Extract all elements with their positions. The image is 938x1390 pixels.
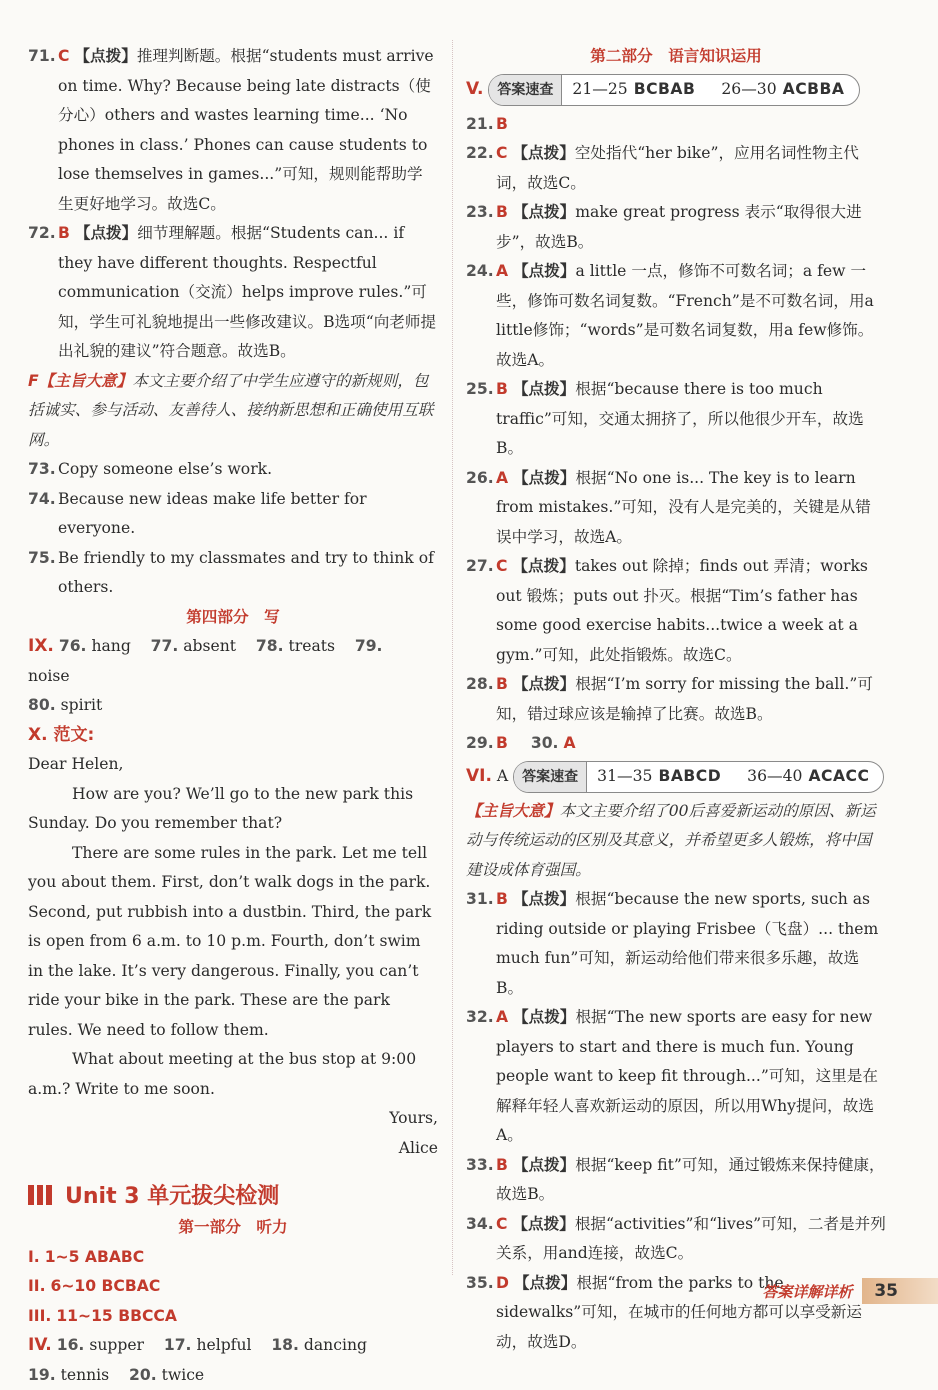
question-number: 24. (466, 257, 496, 287)
key-2: ACACC (808, 762, 869, 792)
key-1: BABCD (658, 762, 721, 792)
answer-item (28, 219, 438, 367)
section-iv-label: IV. (28, 1335, 52, 1355)
question-number: 22. (466, 139, 496, 169)
blank-answer: noise (28, 667, 70, 685)
explanation-text: make great progress 表示“取得很大进步”，故选B。 (496, 203, 862, 251)
blank-answer: spirit (61, 696, 103, 714)
answer-letter: B (496, 380, 508, 398)
answer-letter: B (496, 890, 508, 908)
listening-key: 1~5 ABABC (45, 1248, 145, 1266)
section-ix-row-2 (28, 691, 438, 721)
listening-row (28, 1272, 438, 1302)
answer-item (466, 1151, 886, 1210)
explanation-text: 细节理解题。根据“Students can... if they have different thoughts. Respectful communication（交流）helps improve rules.”可知，学生可礼貌地提出一些修改建议。B选项“向老师提出礼貌的建议”符合题意。故选B。 (58, 224, 436, 360)
range-2: 36—40 (747, 762, 802, 792)
model-letter (28, 750, 438, 1163)
answer-letter: B (496, 734, 508, 752)
range-2: 26—30 (721, 75, 776, 105)
blank-answer: treats (289, 637, 336, 655)
question-number: 21. (466, 110, 496, 140)
answer-letter: A (496, 262, 508, 280)
unit-title (28, 1181, 438, 1213)
left-explanations-group-a (28, 42, 438, 367)
explanation-text: Copy someone else’s work. (58, 460, 272, 478)
ix-answers-row1 (28, 637, 382, 685)
hint-tag: 【点拨】 (513, 203, 575, 221)
page-number: 35 (862, 1278, 938, 1304)
hint-tag: 【点拨】 (512, 557, 574, 575)
range-1: 21—25 (572, 75, 627, 105)
answer-item (28, 455, 438, 485)
section-vi-row (466, 761, 886, 793)
hint-tag: 【点拨】 (512, 144, 574, 162)
part2-heading: 第二部分 语言知识运用 (466, 42, 886, 72)
explanation-text: 根据“because the new sports, such as riding outside or playing Frisbee（飞盘）... them much fun”可知，新运动给他们带来很多乐趣，故选B。 (496, 890, 878, 997)
question-number: 31. (466, 885, 496, 915)
explanation-text: 根据“No one is... The key is to learn from mistakes.”可知，没有人是完美的，关键是从错误中学习，故选A。 (496, 469, 871, 546)
answer-item (466, 198, 886, 257)
listening-key: 6~10 BCBAC (51, 1277, 161, 1295)
answer-letter: C (496, 144, 507, 162)
hint-tag: 【点拨】 (75, 224, 137, 242)
letter-closing: Yours, (28, 1104, 438, 1134)
hint-tag: 【点拨】 (74, 47, 136, 65)
explanation-text: 根据“activities”和“lives”可知，二者是并列关系，用and连接，故选C。 (496, 1215, 886, 1263)
left-column (28, 42, 438, 1390)
answers-29-30 (466, 729, 886, 759)
section-ix-label: IX. (28, 636, 54, 656)
right-column (466, 42, 886, 1357)
question-number: 72. (28, 219, 58, 249)
range-1: 31—35 (597, 762, 652, 792)
answer-item (466, 1003, 886, 1151)
question-number: 29. (466, 729, 496, 759)
section-ix-row-1 (28, 632, 438, 691)
section-roman: I. (28, 1248, 40, 1266)
explanation-text: takes out 除掉；finds out 弄清；works out 锻炼；puts out 扑灭。根据“Tim’s father has some good exercise habits...twice a week at a gym.”可知，此处指锻炼。故选C。 (496, 557, 868, 664)
question-number: 23. (466, 198, 496, 228)
question-number: 71. (28, 42, 58, 72)
question-number: 32. (466, 1003, 496, 1033)
blank-number: 78. (256, 637, 284, 655)
question-number: 28. (466, 670, 496, 700)
blank-number: 18. (271, 1336, 299, 1354)
answer-item (466, 375, 886, 464)
section-v-row (466, 74, 886, 106)
letter-greeting: Dear Helen, (28, 750, 438, 780)
iv-answers-row1 (57, 1336, 387, 1354)
question-number: 33. (466, 1151, 496, 1181)
question-number: 74. (28, 485, 58, 515)
answer-letter: B (496, 203, 508, 221)
section-x-title: X. 范文: (28, 725, 94, 745)
answer-item (466, 552, 886, 670)
section-iv-row-2 (28, 1361, 438, 1390)
key-1: BCBAB (634, 75, 696, 105)
listening-answers (28, 1243, 438, 1332)
right-explanations-group-a (466, 139, 886, 729)
blank-answer: tennis (61, 1366, 110, 1384)
footer-label: 答案详解详析 (762, 1281, 852, 1302)
blank-answer: dancing (304, 1336, 367, 1354)
hint-tag: 【点拨】 (513, 675, 575, 693)
question-number: 73. (28, 455, 58, 485)
answer-letter: C (58, 47, 69, 65)
listening-row (28, 1302, 438, 1332)
question-number: 34. (466, 1210, 496, 1240)
part4-heading: 第四部分 写 (28, 603, 438, 633)
letter-paragraph-3: What about meeting at the bus stop at 9:00 a.m.? Write to me soon. (28, 1045, 438, 1104)
unit-bars-icon (28, 1181, 55, 1213)
part1-heading: 第一部分 听力 (28, 1213, 438, 1243)
answer-letter: B (58, 224, 70, 242)
answer-21 (466, 110, 886, 140)
answer-letter: B (496, 675, 508, 693)
question-number: 30. (531, 729, 559, 759)
explanation-text: a little 一点，修饰不可数名词；a few 一些，修饰可数名词复数。“French”是不可数名词，用a little修饰；“words”是可数名词复数，用a few修饰。故选A。 (496, 262, 874, 369)
blank-answer: twice (162, 1366, 205, 1384)
question-number: 35. (466, 1269, 496, 1299)
explanation-text: 根据“keep fit”可知，通过锻炼来保持健康，故选B。 (496, 1156, 885, 1204)
answer-letter: A (563, 734, 575, 752)
section-roman: II. (28, 1277, 46, 1295)
summary-tag: 【主旨大意】 (39, 372, 133, 390)
blank-number: 76. (59, 637, 87, 655)
hint-tag: 【点拨】 (513, 262, 575, 280)
answer-letter: B (496, 1156, 508, 1174)
summary-text: 本文主要介绍了00后喜爱新运动的原因、新运动与传统运动的区别及其意义，并希望更多人锻炼，将中国建设成体育强国。 (466, 802, 876, 879)
answer-letter: C (496, 1215, 507, 1233)
left-short-answers (28, 455, 438, 603)
hint-tag: 【点拨】 (512, 1215, 574, 1233)
blank-number: 16. (57, 1336, 85, 1354)
question-number: 25. (466, 375, 496, 405)
explanation-text: 推理判断题。根据“students must arrive on time. Why? Because being late distracts（使分心）others and wastes learning time... ‘No phones in class.’ Phones can cause students to lose themselves in games...”可知，规则能帮助学生更好地学习。故选C。 (58, 47, 434, 213)
hint-tag: 【点拨】 (513, 380, 575, 398)
hint-tag: 【点拨】 (513, 890, 575, 908)
summary-tag: 【主旨大意】 (466, 802, 560, 820)
answer-item (466, 139, 886, 198)
section-x-label (28, 721, 438, 751)
hint-tag: 【点拨】 (513, 1156, 575, 1174)
blank-number: 80. (28, 696, 56, 714)
explanation-text: Because new ideas make life better for everyone. (58, 490, 367, 538)
explanation-text: 根据“because there is too much traffic”可知，交通太拥挤了，所以他很少开车，故选B。 (496, 380, 864, 457)
section-vi-label: VI. (466, 766, 492, 786)
answer-item (466, 1210, 886, 1269)
unit-title-text: Unit 3 单元拔尖检测 (65, 1184, 279, 1209)
explanation-text: 根据“I’m sorry for missing the ball.”可知，错过球应该是输掉了比赛。故选B。 (496, 675, 873, 723)
blank-answer: absent (183, 637, 236, 655)
quick-check-label: 答案速查 (514, 762, 587, 792)
section-roman: III. (28, 1307, 51, 1325)
blank-number: 17. (164, 1336, 192, 1354)
answer-item (28, 544, 438, 603)
explanation-text: 根据“The new sports are easy for new players to start and there is much fun. Young people want to keep fit through...”可知，这里是在解释年轻人喜欢新运动的原因，所以用Why提问，故选A。 (496, 1008, 878, 1144)
question-number: 27. (466, 552, 496, 582)
column-divider (452, 40, 453, 1275)
answer-item (28, 42, 438, 219)
blank-number: 77. (151, 637, 179, 655)
listening-key: 11~15 BBCCA (56, 1307, 177, 1325)
passage-letter: A (497, 767, 508, 785)
answer-quick-check-vi (513, 761, 884, 793)
letter-signature: Alice (28, 1134, 438, 1164)
answer-letter: B (496, 115, 508, 133)
passage-f-summary (28, 367, 438, 456)
answer-item (466, 257, 886, 375)
answer-item (466, 670, 886, 729)
answer-letter: A (496, 469, 508, 487)
page-footer (762, 1278, 938, 1304)
letter-paragraph-2: There are some rules in the park. Let me tell you about them. First, don’t walk dogs in the park. Second, put rubbish into a dustbin. Third, the park is open from 6 a.m. to 10 p.m. Fourth, don’t swim in the lake. It’s very dangerous. Finally, you can’t ride your bike in the park. These are the park rules. We need to follow them. (28, 839, 438, 1046)
question-number: 26. (466, 464, 496, 494)
letter-paragraph-1: How are you? We’ll go to the new park this Sunday. Do you remember that? (28, 780, 438, 839)
blank-answer: helpful (196, 1336, 251, 1354)
answer-letter: D (496, 1274, 509, 1292)
section-v-label: V. (466, 79, 483, 99)
quick-check-label: 答案速查 (489, 75, 562, 105)
key-2: ACBBA (783, 75, 845, 105)
hint-tag: 【点拨】 (513, 1008, 575, 1026)
answer-item (466, 464, 886, 553)
answer-item (466, 885, 886, 1003)
passage-summary (466, 797, 886, 886)
hint-tag: 【点拨】 (514, 1274, 576, 1292)
explanation-text: 根据“from the parks to the sidewalks”可知，在城市的任何地方都可以享受新运动，故选D。 (496, 1274, 862, 1351)
summary-text: 本文主要介绍了中学生应遵守的新规则，包括诚实、参与活动、友善待人、接纳新思想和正确使用互联网。 (28, 372, 433, 449)
answer-letter: A (496, 1008, 508, 1026)
answer-letter: C (496, 557, 507, 575)
explanation-text: Be friendly to my classmates and try to think of others. (58, 549, 434, 597)
blank-answer: hang (91, 637, 130, 655)
hint-tag: 【点拨】 (513, 469, 575, 487)
section-iv-row-1 (28, 1331, 438, 1361)
listening-row (28, 1243, 438, 1273)
blank-number: 79. (355, 637, 383, 655)
question-number: 75. (28, 544, 58, 574)
blank-answer: supper (89, 1336, 144, 1354)
answer-quick-check-v (488, 74, 859, 106)
blank-number: 19. (28, 1366, 56, 1384)
blank-number: 20. (129, 1366, 157, 1384)
explanation-text: 空处指代“her bike”，应用名词性物主代词，故选C。 (496, 144, 859, 192)
answer-item (28, 485, 438, 544)
passage-letter: F (28, 372, 39, 390)
